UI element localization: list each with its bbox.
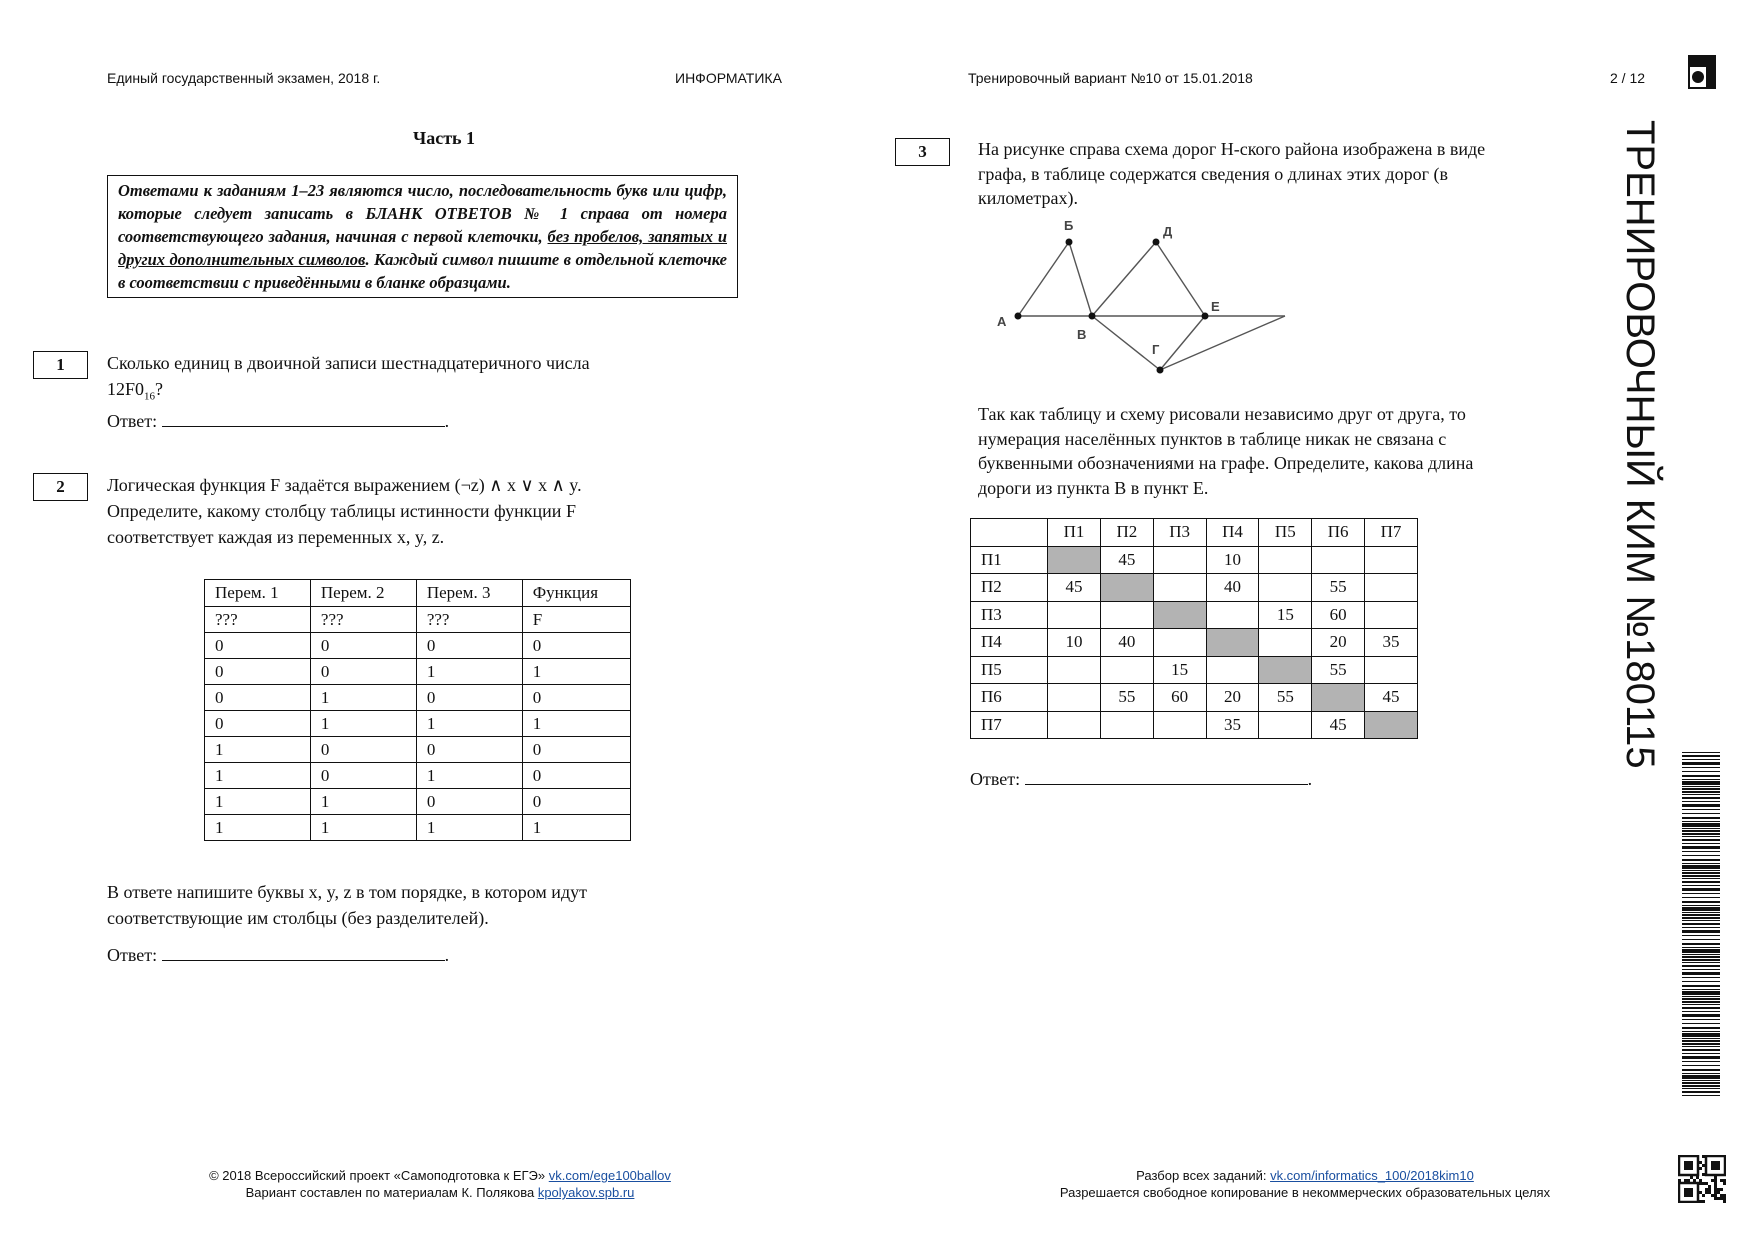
truth-table-row (205, 633, 631, 659)
distance-table-row-header: П1 (971, 546, 1048, 574)
distance-table-col-header: П3 (1153, 519, 1206, 547)
distance-table-cell: 45 (1100, 546, 1153, 574)
header-page-number: 2 / 12 (1610, 70, 1646, 86)
distance-table-cell (1206, 601, 1259, 629)
part-title: Часть 1 (413, 128, 476, 148)
truth-table-cell: 1 (416, 659, 522, 685)
question-2-answer: Ответ: . (107, 942, 449, 968)
truth-table-cell: 0 (205, 711, 311, 737)
graph-label-e: Е (1211, 299, 1220, 314)
question-1-base: 16 (144, 390, 156, 403)
truth-table-cell: 1 (205, 789, 311, 815)
question-3-number: 3 (895, 138, 950, 166)
distance-table-cell: 35 (1206, 711, 1259, 739)
distance-table-row (971, 629, 1418, 657)
instruction-box (107, 175, 738, 298)
footer-right-text: Разбор всех заданий: (1136, 1168, 1271, 1183)
distance-table-col-header (971, 519, 1048, 547)
truth-table-row (205, 789, 631, 815)
distance-table-cell: 55 (1312, 574, 1365, 602)
truth-table-cell: ??? (205, 607, 311, 633)
side-title: ТРЕНИРОВОЧНЫЙ КИМ №180115 (1618, 120, 1662, 769)
question-3-para-line: нумерация населённых пунктов в таблице никак не связана с (978, 428, 1447, 449)
graph-node-v (1089, 313, 1096, 320)
distance-table-cell (1312, 684, 1365, 712)
truth-table-cell: 1 (416, 711, 522, 737)
question-3-answer: Ответ: . (970, 766, 1312, 792)
distance-table-cell (1365, 711, 1418, 739)
distance-table-cell: 60 (1153, 684, 1206, 712)
question-3-text (978, 137, 1598, 211)
distance-table-col-header: П5 (1259, 519, 1312, 547)
header-exam-title: Единый государственный экзамен, 2018 г. (107, 70, 381, 86)
distance-table-cell (1100, 711, 1153, 739)
header-subject: ИНФОРМАТИКА (675, 70, 782, 86)
distance-table-cell (1048, 711, 1101, 739)
distance-table-cell (1153, 711, 1206, 739)
question-2-answer-line[interactable] (162, 942, 445, 961)
question-2-line: Логическая функция F задаётся выражением (¬z) ∧ x ∨ x ∧ y. (107, 475, 582, 495)
graph-node-g (1157, 367, 1164, 374)
distance-table-cell (1048, 656, 1101, 684)
truth-table-row (205, 659, 631, 685)
distance-table-cell (1312, 546, 1365, 574)
truth-table-cell: 1 (310, 711, 416, 737)
graph-edge (1092, 242, 1156, 316)
truth-table-cell: 0 (310, 763, 416, 789)
question-1-answer: Ответ: . (107, 408, 449, 434)
question-2-line: Определите, какому столбцу таблицы истинности функции F (107, 501, 576, 521)
distance-table-col-header: П7 (1365, 519, 1418, 547)
truth-table-row (205, 815, 631, 841)
distance-table-row (971, 546, 1418, 574)
graph-node-e (1202, 313, 1209, 320)
question-1-number: 1 (33, 351, 88, 379)
question-1-number-value: 12F0 (107, 379, 145, 399)
truth-table-cell: 0 (522, 763, 630, 789)
truth-table-cell: 1 (310, 789, 416, 815)
truth-table-cell: F (522, 607, 630, 633)
question-2-number: 2 (33, 473, 88, 501)
truth-table-cell: 1 (205, 763, 311, 789)
truth-table-cell: ??? (310, 607, 416, 633)
distance-table-cell (1048, 601, 1101, 629)
answer-label: Ответ: (970, 769, 1021, 789)
distance-table-col-header: П6 (1312, 519, 1365, 547)
corner-marker-icon (1688, 55, 1716, 89)
truth-table-cell: 0 (310, 659, 416, 685)
distance-table-cell (1048, 546, 1101, 574)
truth-table-cell: 0 (522, 685, 630, 711)
footer-link-analysis[interactable]: vk.com/informatics_100/2018kim10 (1270, 1168, 1474, 1183)
distance-table-cell (1259, 711, 1312, 739)
graph-edge (1156, 242, 1205, 316)
truth-table-cell: 0 (416, 685, 522, 711)
truth-table-cell: 0 (310, 737, 416, 763)
question-3-para-line: дороги из пункта В в пункт Е. (978, 477, 1209, 498)
barcode-icon (1682, 752, 1720, 1100)
truth-table-cell: 0 (310, 633, 416, 659)
truth-table-cell: 1 (205, 737, 311, 763)
truth-table-cell: 1 (205, 815, 311, 841)
graph-label-a: А (997, 314, 1007, 329)
graph-node-b (1066, 239, 1073, 246)
truth-table-cell: 0 (205, 633, 311, 659)
truth-table-cell: 1 (416, 815, 522, 841)
question-3-line: километрах). (978, 188, 1078, 208)
truth-table-cell: Функция (522, 580, 630, 607)
truth-table-cell: 0 (416, 737, 522, 763)
distance-table-cell: 40 (1100, 629, 1153, 657)
question-3-para-line: Так как таблицу и схему рисовали независимо друг от друга, то (978, 404, 1466, 424)
graph-edge (1092, 316, 1160, 370)
distance-table-cell: 55 (1312, 656, 1365, 684)
distance-table (970, 518, 1418, 739)
question-3-paragraph (978, 402, 1618, 500)
distance-table-cell (1365, 546, 1418, 574)
distance-table-cell (1259, 546, 1312, 574)
distance-table-cell: 10 (1048, 629, 1101, 657)
distance-table-cell (1100, 656, 1153, 684)
question-3-line: На рисунке справа схема дорог Н-ского района изображена в виде (978, 139, 1486, 159)
footer-right (1000, 1167, 1610, 1201)
truth-table-cell: 0 (205, 685, 311, 711)
distance-table-cell: 45 (1365, 684, 1418, 712)
distance-table-row (971, 684, 1418, 712)
footer-link-kpolyakov[interactable]: kpolyakov.spb.ru (537, 1185, 635, 1200)
distance-table-cell (1365, 574, 1418, 602)
graph-node-a (1015, 313, 1022, 320)
distance-table-cell (1365, 601, 1418, 629)
truth-table-row (205, 685, 631, 711)
truth-table (204, 579, 631, 841)
header-variant: Тренировочный вариант №10 от 15.01.2018 (968, 70, 1253, 86)
distance-table-cell (1259, 629, 1312, 657)
truth-table-cell: 0 (416, 789, 522, 815)
distance-table-col-header: П1 (1048, 519, 1101, 547)
distance-table-col-header: П4 (1206, 519, 1259, 547)
distance-table-cell: 15 (1259, 601, 1312, 629)
graph-edge (1160, 316, 1205, 370)
truth-table-cell: ??? (416, 607, 522, 633)
graph-node-d (1153, 239, 1160, 246)
distance-table-cell: 55 (1100, 684, 1153, 712)
distance-table-cell (1365, 656, 1418, 684)
distance-table-cell (1206, 656, 1259, 684)
instruction-text-b: . Каждый символ пишите в отдельной клеточке в соответствии с приведёнными в бланке образцами. (118, 250, 727, 292)
distance-table-row-header: П6 (971, 684, 1048, 712)
question-1-text (107, 350, 727, 410)
distance-table-row (971, 656, 1418, 684)
question-1-suffix: ? (155, 379, 164, 399)
question-1-prompt: Сколько единиц в двоичной записи шестнадцатеричного числа (107, 353, 590, 373)
graph-edge (1018, 242, 1069, 316)
answer-label: Ответ: (107, 945, 158, 965)
distance-table-cell (1153, 629, 1206, 657)
distance-table-row-header: П7 (971, 711, 1048, 739)
distance-table-cell (1100, 574, 1153, 602)
distance-table-cell (1153, 574, 1206, 602)
distance-table-cell (1259, 574, 1312, 602)
graph-label-b: Б (1064, 218, 1074, 233)
truth-table-cell: 1 (522, 711, 630, 737)
footer-left-text: Вариант составлен по материалам К. Полякова (245, 1185, 538, 1200)
distance-table-row (971, 601, 1418, 629)
distance-table-col-header: П2 (1100, 519, 1153, 547)
question-2-after-line: соответствующие им столбцы (без разделителей). (107, 908, 489, 928)
instruction-underlined: без пробелов, запятых и других дополнительных символов (118, 227, 727, 269)
truth-table-row (205, 607, 631, 633)
truth-table-cell: Перем. 3 (416, 580, 522, 607)
distance-table-cell: 10 (1206, 546, 1259, 574)
truth-table-cell: Перем. 2 (310, 580, 416, 607)
distance-table-cell (1048, 684, 1101, 712)
question-2-text (107, 472, 727, 550)
distance-table-cell: 45 (1312, 711, 1365, 739)
graph-edge (1069, 242, 1092, 316)
truth-table-row (205, 763, 631, 789)
question-3-para-line: буквенными обозначениями на графе. Определите, какова длина (978, 453, 1474, 473)
distance-table-header (971, 519, 1418, 547)
footer-left-text: © 2018 Всероссийский проект «Самоподготовка к ЕГЭ» (209, 1168, 549, 1183)
distance-table-cell: 20 (1206, 684, 1259, 712)
footer-link-ege100ballov[interactable]: vk.com/ege100ballov (548, 1168, 671, 1183)
truth-table-row (205, 711, 631, 737)
truth-table-cell: 1 (310, 815, 416, 841)
distance-table-row-header: П3 (971, 601, 1048, 629)
distance-table-row-header: П2 (971, 574, 1048, 602)
distance-table-row (971, 574, 1418, 602)
question-2-after-line: В ответе напишите буквы x, y, z в том порядке, в котором идут (107, 882, 587, 902)
truth-table-cell: 0 (522, 789, 630, 815)
graph-label-d: Д (1163, 224, 1173, 239)
instruction-text-a: Ответами к заданиям 1–23 являются число, последовательность букв или цифр, которые следует записать в БЛАНК ОТВЕТОВ № 1 справа от номера соответствующего задания, начиная с первой клеточки, (118, 181, 727, 246)
distance-table-cell: 40 (1206, 574, 1259, 602)
distance-table-cell (1153, 546, 1206, 574)
answer-label: Ответ: (107, 411, 158, 431)
footer-left (170, 1167, 710, 1201)
truth-table-cell: 0 (416, 633, 522, 659)
distance-table-cell: 60 (1312, 601, 1365, 629)
question-1-answer-line[interactable] (162, 408, 445, 427)
distance-table-cell (1153, 601, 1206, 629)
question-3-line: графа, в таблице содержатся сведения о длинах этих дорог (в (978, 163, 1448, 184)
distance-table-row-header: П4 (971, 629, 1048, 657)
distance-table-cell: 15 (1153, 656, 1206, 684)
qr-code-icon (1678, 1155, 1726, 1203)
question-2-instructions (107, 879, 727, 931)
distance-table-cell: 35 (1365, 629, 1418, 657)
question-2-line: соответствует каждая из переменных x, y, z. (107, 527, 445, 547)
truth-table-row (205, 737, 631, 763)
question-3-answer-line[interactable] (1025, 766, 1308, 785)
truth-table-cell: 1 (522, 815, 630, 841)
distance-table-cell (1100, 601, 1153, 629)
distance-table-cell: 55 (1259, 684, 1312, 712)
truth-table-cell: Перем. 1 (205, 580, 311, 607)
distance-table-row (971, 711, 1418, 739)
distance-table-cell (1259, 656, 1312, 684)
distance-table-cell: 45 (1048, 574, 1101, 602)
truth-table-header (205, 580, 631, 607)
distance-table-cell: 20 (1312, 629, 1365, 657)
footer-right-text: Разрешается свободное копирование в некоммерческих образовательных целях (1059, 1185, 1551, 1200)
road-graph (985, 215, 1295, 385)
graph-label-g: Г (1152, 342, 1160, 357)
truth-table-cell: 0 (205, 659, 311, 685)
truth-table-cell: 0 (522, 737, 630, 763)
graph-label-v: В (1077, 327, 1087, 342)
truth-table-cell: 1 (522, 659, 630, 685)
graph-edge (1160, 316, 1285, 370)
distance-table-row-header: П5 (971, 656, 1048, 684)
truth-table-cell: 0 (522, 633, 630, 659)
truth-table-cell: 1 (416, 763, 522, 789)
truth-table-cell: 1 (310, 685, 416, 711)
distance-table-cell (1206, 629, 1259, 657)
